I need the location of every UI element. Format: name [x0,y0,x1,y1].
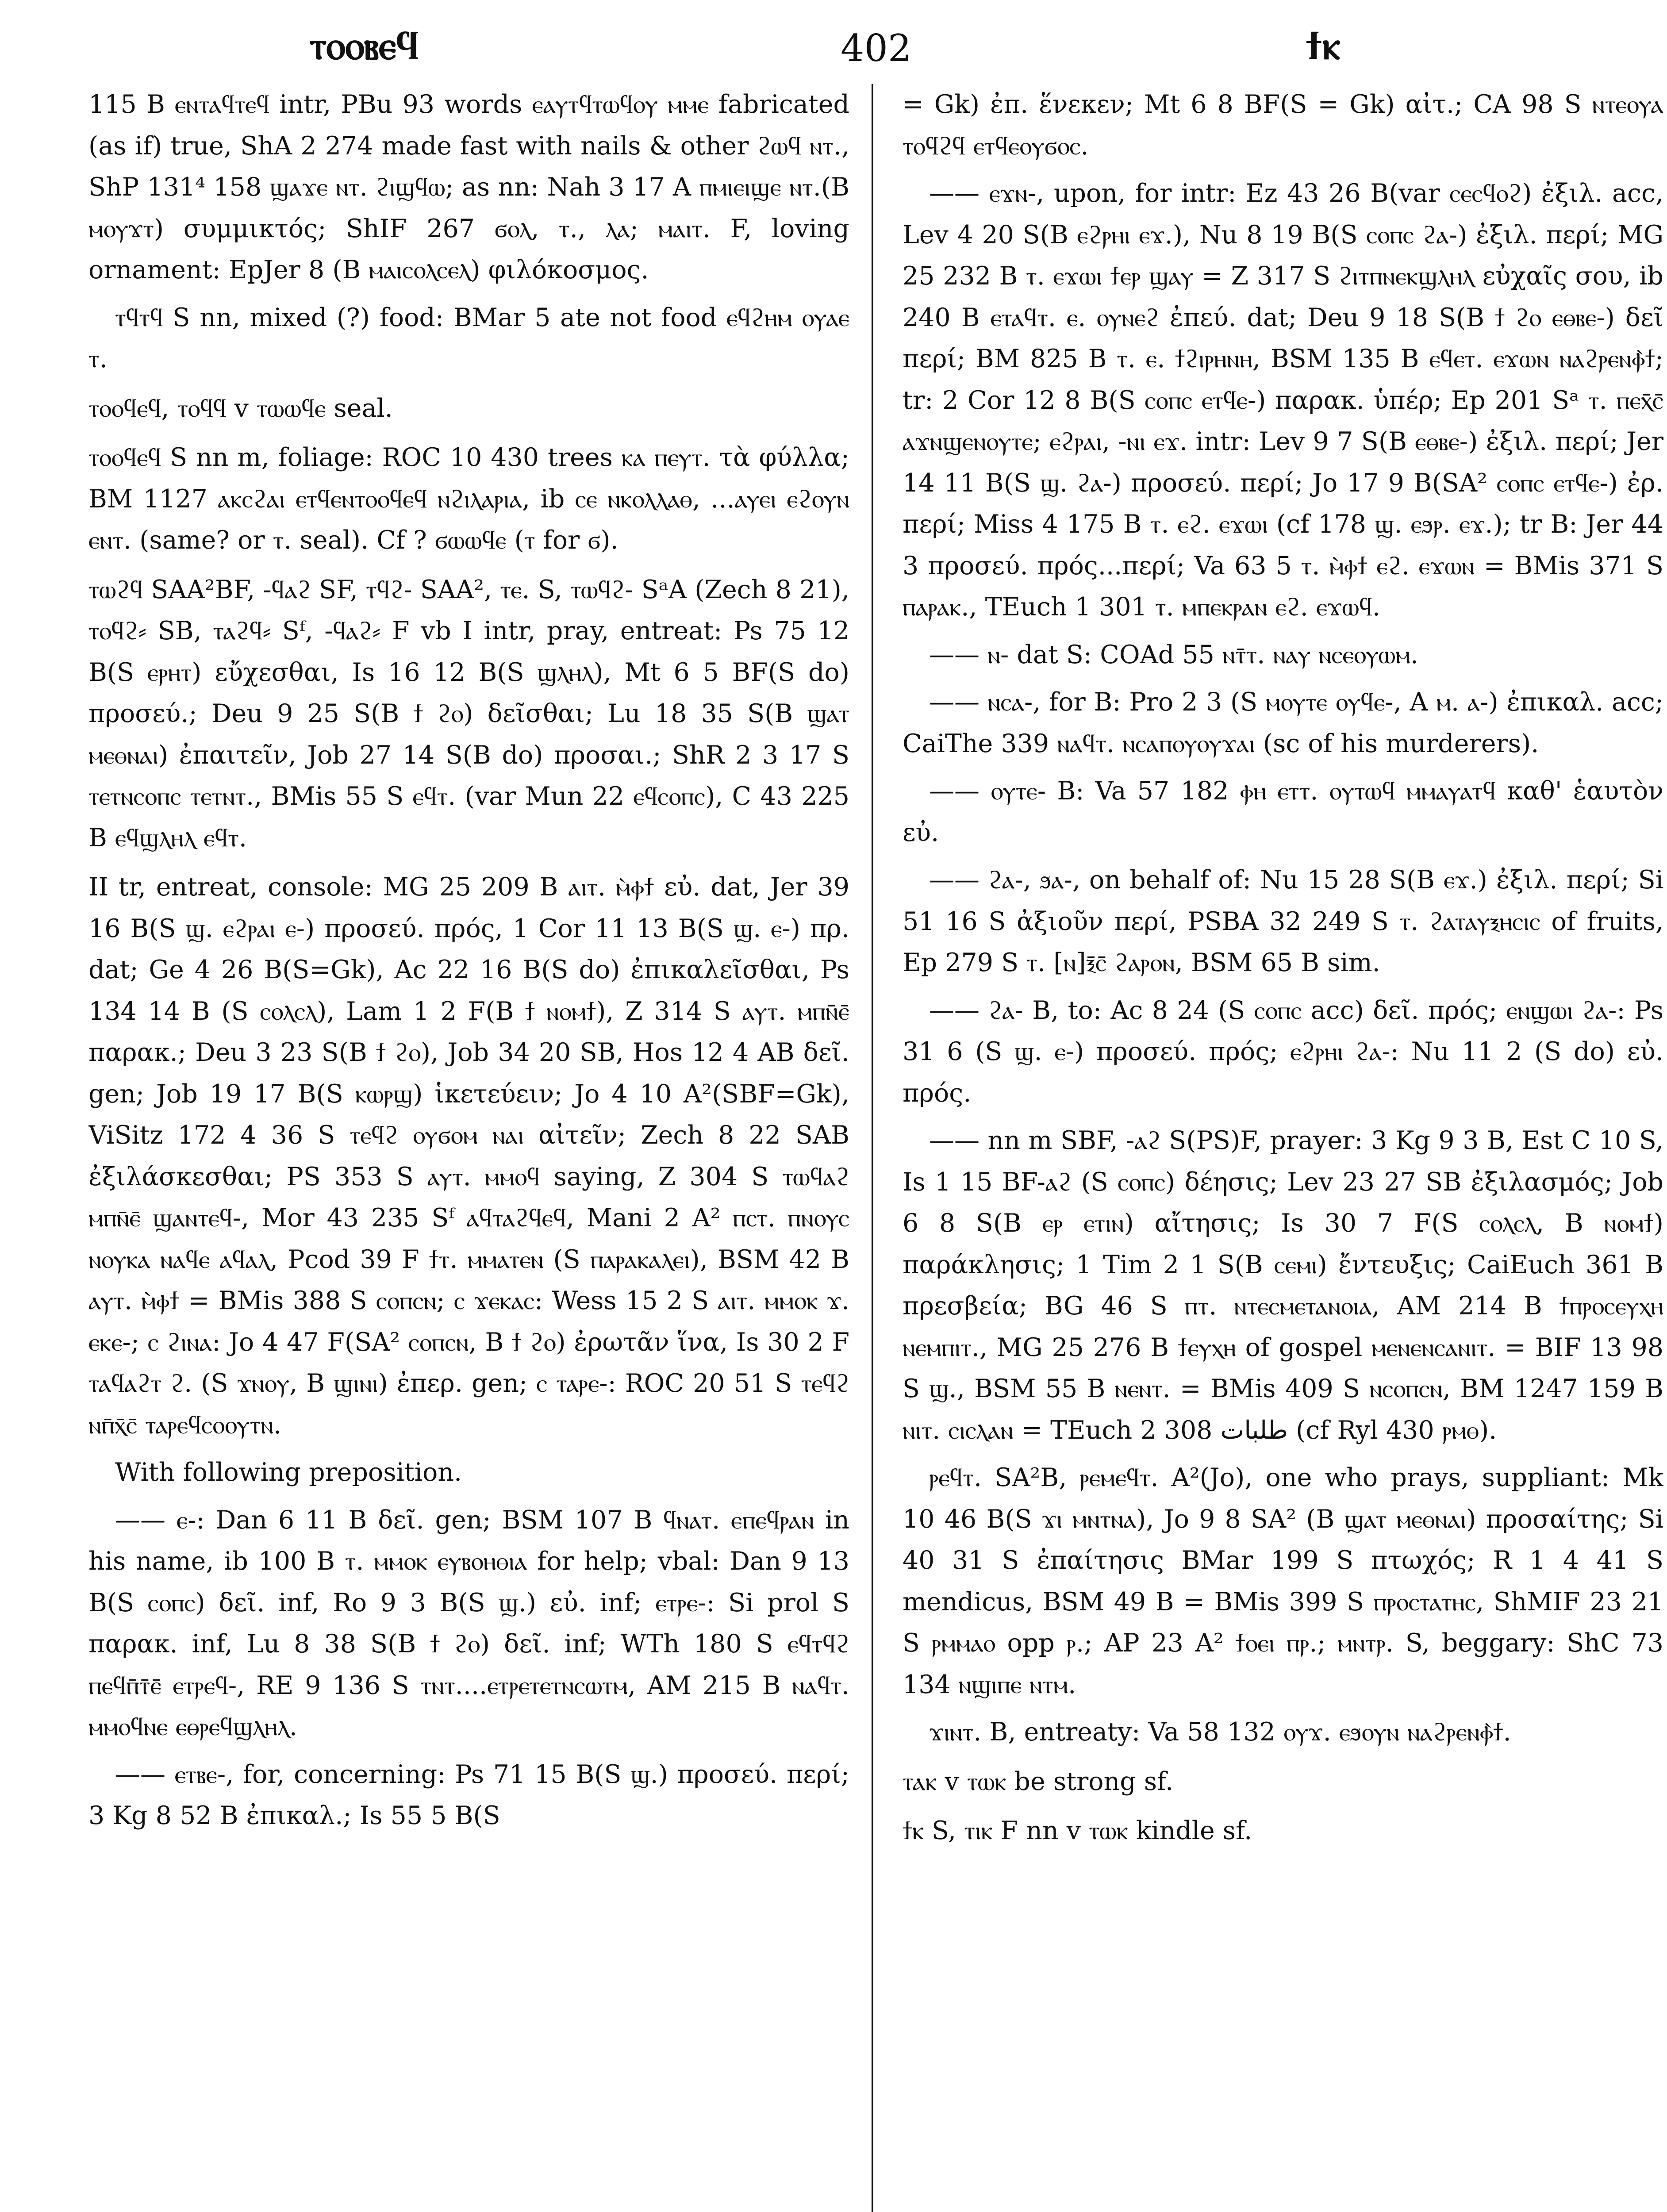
running-head [88,18,1579,80]
dictionary-paragraph: II tr, entreat, console: MG 25 209 B ⲁⲓⲧ. ⲙ̀ⲫϯ εὐ. dat, Jer 39 16 B(S ϣ. ⲉϩⲣⲁⲓ ⲉ-) προσεύ. πρός, 1 Cor 11 13 B(S ϣ. ⲉ-) πρ. dat; Ge 4 26 B(S=Gk), Ac 22 16 B(S do) ἐπικαλεῖσθαι, Ps 134 14 B (S ⲥⲟⲗⲥⲗ), Lam 1 2 F(B ϯ ⲛⲟⲙϯ), Z 314 S ⲁⲩⲧ. ⲙⲡⲛ̄ⲉ̄ παρακ.; Deu 3 23 S(B ϯ ϩⲟ), Job 34 20 SB, Hos 12 4 AB δεῖ. gen; Job 19 17 B(S ⲕⲱⲣϣ) ἱκετεύειν; Jo 4 10 A²(SBF=Gk), ViSitz 172 4 36 S ⲧⲉϥϩ ⲟⲩϭⲟⲙ ⲛⲁⲓ αἰτεῖν; Zech 8 22 SAB ἐξιλάσκεσθαι; PS 353 S ⲁⲩⲧ. ⲙⲙⲟϥ saying, Z 304 S ⲧⲱϥⲁϩ ⲙⲡⲛ̄ⲉ̄ ϣⲁⲛⲧⲉϥ-, Mor 43 235 Sᶠ ⲁϥⲧⲁϩϥⲉϥ, Mani 2 A² ⲡⲥⲧ. ⲡⲛⲟⲩⲥ ⲛⲟⲩⲕⲁ ⲛⲁϥⲉ ⲁϥⲁⲗ, Pcod 39 F ϯⲧ. ⲙⲙⲁⲧⲉⲛ (S ⲡⲁⲣⲁⲕⲁⲗⲉⲓ), BSM 42 B ⲁⲩⲧ. ⲙ̀ⲫϯ = BMis 388 S ⲥⲟⲡⲥⲛ; ⲥ ϫⲉⲕⲁⲥ: Wess 15 2 S ⲁⲓⲧ. ⲙⲙⲟⲕ ϫ. ⲉⲕⲉ-; ⲥ ϩⲓⲛⲁ: Jo 4 47 F(SA² ⲥⲟⲡⲥⲛ, B ϯ ϩⲟ) ἐρωτᾶν ἵνα, Is 30 2 F ⲧⲁϥⲁϩⲧ ϩ. (S ϫⲛⲟⲩ, B ϣⲓⲛⲓ) ἐπερ. gen; ⲥ ⲧⲁⲣⲉ-: ROC 20 51 S ⲧⲉϥϩ ⲛⲡ̄ⲭ̄ⲥ̄ ⲧⲁⲣⲉϥⲥⲟⲟⲩⲧⲛ. [88,872,849,1440]
dictionary-paragraph: —— ⲉϫⲛ-, upon, for intr: Ez 43 26 B(var ⲥⲉⲥϥⲟϩ) ἐξιλ. acc, Lev 4 20 S(B ⲉϩⲣⲏⲓ ⲉϫ.), Nu 8 19 B(S ⲥⲟⲡⲥ ϩⲁ-) ἐξιλ. περί; MG 25 232 B ⲧ. ⲉϫⲱⲓ ϯⲉⲣ ϣⲁⲩ = Z 317 S ϩⲓⲧⲡⲛⲉⲕϣⲗⲏⲗ εὐχαῖς σου, ib 240 B ⲉⲧⲁϥⲧ. ⲉ. ⲟⲩⲛⲉϩ ἐπεύ. dat; Deu 9 18 S(B ϯ ϩⲟ ⲉⲑⲃⲉ-) δεῖ περί; BM 825 B ⲧ. ⲉ. ϯϩⲓⲣⲏⲛⲏ, BSM 135 B ⲉϥⲉⲧ. ⲉϫⲱⲛ ⲛⲁϩⲣⲉⲛⲫ̀ϯ; tr: 2 Cor 12 8 B(S ⲥⲟⲡⲥ ⲉⲧϥⲉ-) παρακ. ὑπέρ; Ep 201 Sᵃ ⲧ. ⲡⲉⲭ̄ⲥ̄ ⲁϫⲛϣⲉⲛⲟⲩⲧⲉ; ⲉϩⲣⲁⲓ, -ⲛⲓ ⲉϫ. intr: Lev 9 7 S(B ⲉⲑⲃⲉ-) ἐξιλ. περί; Jer 14 11 B(S ϣ. ϩⲁ-) προσεύ. περί; Jo 17 9 B(SA² ⲥⲟⲡⲥ ⲉⲧϥⲉ-) ἐρ. περί; Miss 4 175 B ⲧ. ⲉϩ. ⲉϫⲱⲓ (cf 178 ϣ. ⲉϧⲣ. ⲉϫ.); tr B: Jer 44 3 προσεύ. πρός...περί; Va 63 5 ⲧ. ⲙ̀ⲫϯ ⲉϩ. ⲉϫⲱⲛ = BMis 371 S ⲡⲁⲣⲁⲕ., TEuch 1 301 ⲧ. ⲙⲡⲉⲕⲣⲁⲛ ⲉϩ. ⲉϫⲱϥ. [903,179,1663,622]
dictionary-paragraph: —— ⲟⲩⲧⲉ- B: Va 57 182 ⲫⲏ ⲉⲧⲧ. ⲟⲩⲧⲱϥ ⲙⲙⲁⲩⲁⲧϥ καθ' ἑαυτὸν εὐ. [903,776,1663,847]
dictionary-paragraph: —— ϩⲁ- B, to: Ac 8 24 (S ⲥⲟⲡⲥ acc) δεῖ. πρός; ⲉⲛϣⲱⲓ ϩⲁ-: Ps 31 6 (S ϣ. ⲉ-) προσεύ. πρός; ⲉϩⲣⲏⲓ ϩⲁ-: Nu 11 2 (S do) εὐ. πρός. [903,995,1663,1108]
dictionary-paragraph: —— nn m SBF, -ⲁϩ S(PS)F, prayer: 3 Kg 9 3 B, Est C 10 S, Is 1 15 BF-ⲁϩ (S ⲥⲟⲡⲥ) δέησις; Lev 23 27 SB ἐξιλασμός; Job 6 8 S(B ⲉⲣ ⲉⲧⲓⲛ) αἴτησις; Is 30 7 F(S ⲥⲟⲗⲥⲗ, B ⲛⲟⲙϯ) παράκλησις; 1 Tim 2 1 S(B ⲥⲉⲙⲓ) ἔντευξις; CaiEuch 361 B πρεσβεία; BG 46 S ⲡⲧ. ⲛⲧⲉⲥⲙⲉⲧⲁⲛⲟⲓⲁ, AM 214 B ϯⲡⲣⲟⲥⲉⲩⲭⲏ ⲛⲉⲙⲡⲓⲧ., MG 25 276 B ϯⲉⲩⲭⲏ of gospel ⲙⲉⲛⲉⲛⲥⲁⲛⲓⲧ. = BIF 13 98 S ϣ., BSM 55 B ⲛⲉⲛⲧ. = BMis 409 S ⲛⲥⲟⲡⲥⲛ, BM 1247 159 B ⲛⲓⲧ. ⲥⲓⲥⲗⲁⲛ = TEuch 2 308 ﻃﻠﺒﺎﺕ (cf Ryl 430 ⲣⲙⲑ). [903,1126,1663,1445]
dictionary-paragraph: —— ⲉ-: Dan 6 11 B δεῖ. gen; BSM 107 B ϥⲛⲁⲧ. ⲉⲡⲉϥⲣⲁⲛ in his name, ib 100 B ⲧ. ⲙⲙⲟⲕ ⲉⲩⲃⲟⲏⲑⲓⲁ for help; vbal: Dan 9 13 B(S ⲥⲟⲡⲥ) δεῖ. inf, Ro 9 3 B(S ϣ.) εὐ. inf; ⲉⲧⲣⲉ-: Si prol S παρακ. inf, Lu 8 38 S(B ϯ ϩⲟ) δεῖ. inf; WTh 180 S ⲉϥⲧϥϩ ⲡⲉϥⲡ̄ⲧ̄ⲉ̄ ⲉⲧⲣⲉϥ-, RE 9 136 S ⲧⲛⲧ....ⲉⲧⲣⲉⲧⲉⲧⲛⲥⲱⲧⲙ, AM 215 B ⲛⲁϥⲧ. ⲙⲙⲟϥⲛⲉ ⲉⲑⲣⲉϥϣⲗⲏⲗ. [88,1505,849,1741]
dictionary-paragraph: ⲧⲱϩϥ SAA²BF, -ϥⲁϩ SF, ⲧϥϩ- SAA², ⲧⲉ. S, ⲧⲱϥϩ- SᵃA (Zech 8 21), ⲧⲟϥϩ⸗ SB, ⲧⲁϩϥ⸗ Sᶠ, -ϥⲁϩ⸗ F vb I intr, pray, entreat: Ps 75 12 B(S ⲉⲣⲏⲧ) εὔχεσθαι, Is 16 12 B(S ϣⲗⲏⲗ), Mt 6 5 BF(S do) προσεύ.; Deu 9 25 S(B ϯ ϩⲟ) δεῖσθαι; Lu 18 35 S(B ϣⲁⲧ ⲙⲉⲑⲛⲁⲓ) ἐπαιτεῖν, Job 27 14 S(B do) προσαι.; ShR 2 3 17 S ⲧⲉⲧⲛⲥⲟⲡⲥ ⲧⲉⲧⲛⲧ., BMis 55 S ⲉϥⲧ. (var Mun 22 ⲉϥⲥⲟⲡⲥ), C 43 225 B ⲉϥϣⲗⲏⲗ ⲉϥⲧ. [88,575,849,853]
column-rule [872,84,873,2212]
dictionary-paragraph: = Gk) ἐπ. ἕνεκεν; Mt 6 8 BF(S = Gk) αἰτ.; CA 98 S ⲛⲧⲉⲟⲩⲁ ⲧⲟϥϩϥ ⲉⲧϥⲉⲟⲩϭⲟⲥ. [903,90,1663,161]
dictionary-paragraph: 115 B ⲉⲛⲧⲁϥⲧⲉϥ intr, PBu 93 words ⲉⲁⲩⲧϥⲧⲱϥⲟⲩ ⲙⲙⲉ fabricated (as if) true, ShA 2 274 made fast with nails & other ϩⲱϥ ⲛⲧ., ShP 131⁴ 158 ϣⲁϫⲉ ⲛⲧ. ϩⲓϣϥⲱ; as nn: Nah 3 17 A ⲡⲙⲓⲉⲓϣⲉ ⲛⲧ.(B ⲙⲟⲩϫⲧ) συμμικτός; ShIF 267 ϭⲟⲗ, ⲧ., ⲗⲁ; ⲙⲁⲓⲧ. F, loving ornament: EpJer 8 (B ⲙⲁⲓⲥⲟⲗⲥⲉⲗ) φιλόκοσμος. [88,90,849,284]
dictionary-paragraph: ϫⲓⲛⲧ. B, entreaty: Va 58 132 ⲟⲩϫ. ⲉϧⲟⲩⲛ ⲛⲁϩⲣⲉⲛⲫ̀ϯ. [929,1717,1511,1747]
dictionary-paragraph: —— ⲉⲧⲃⲉ-, for, concerning: Ps 71 15 B(S ϣ.) προσεύ. περί; 3 Kg 8 52 B ἐπικαλ.; Is 55 5 B(S [88,1759,849,1830]
left-headword: ⲧⲟⲟⲃⲉϥ [310,22,419,68]
dictionary-paragraph: ⲧⲟⲟϥⲉϥ, ⲧⲟϥϥ v ⲧⲱⲱϥⲉ seal. [88,393,393,423]
right-column [903,84,1663,2212]
dictionary-paragraph: ⲧⲟⲟϥⲉϥ S nn m, foliage: ROC 10 430 trees ⲕⲁ ⲡⲉⲩⲧ. τὰ φύλλα; BM 1127 ⲁⲕⲥϩⲁⲓ ⲉⲧϥⲉⲛⲧⲟⲟϥⲉϥ ⲛϩⲓⲗⲁⲣⲓⲁ, ib ⲥⲉ ⲛⲕⲟⲗⲗⲁⲑ, ...ⲁⲩⲉⲓ ⲉϩⲟⲩⲛ ⲉⲛⲧ. (same? or ⲧ. seal). Cf ? ϭⲱⲱϥⲉ (ⲧ for ϭ). [88,443,849,555]
dictionary-paragraph: —— ⲛⲥⲁ-, for B: Pro 2 3 (S ⲙⲟⲩⲧⲉ ⲟⲩϥⲉ-, A ⲙ. ⲁ-) ἐπικαλ. acc; CaiThe 339 ⲛⲁϥⲧ. ⲛⲥⲁⲡⲟⲩⲟⲩϫⲁⲓ (sc of his murderers). [903,687,1663,758]
dictionary-paragraph: ⲧϥⲧϥ S nn, mixed (?) food: BMar 5 ate not food ⲉϥϩⲏⲙ ⲟⲩⲁⲉ ⲧ. [88,303,849,373]
dictionary-paragraph: —— ⲛ- dat S: COAd 55 ⲛⲧ̄ⲧ. ⲛⲁⲩ ⲛⲥⲉⲟⲩⲱⲙ. [929,640,1418,669]
right-headword: ϯⲕ [1305,22,1341,68]
dictionary-paragraph: —— ϩⲁ-, ϧⲁ-, on behalf of: Nu 15 28 S(B ⲉϫ.) ἐξιλ. περί; Si 51 16 S ἀξιοῦν περί, PSBA 32 249 S ⲧ. ϩⲁⲧⲁⲩⲝⲏⲥⲓⲥ of fruits, Ep 279 S ⲧ. [ⲛ]ⲝ̄ⲥ̄ ϩⲁⲣⲟⲛ, BSM 65 B sim. [903,865,1663,977]
dictionary-paragraph: With following preposition. [115,1458,462,1487]
dictionary-paragraph: ⲧⲁⲕ v ⲧⲱⲕ be strong sf. [903,1767,1174,1796]
left-column [88,84,849,2212]
dictionary-paragraph: ⲣⲉϥⲧ. SA²B, ⲣⲉⲙⲉϥⲧ. A²(Jo), one who prays, suppliant: Mk 10 46 B(S ϫⲓ ⲙⲛⲧⲛⲁ), Jo 9 8 SA² (B ϣⲁⲧ ⲙⲉⲑⲛⲁⲓ) προσαίτης; Si 40 31 S ἐπαίτησις BMar 199 S πτωχός; R 1 4 41 S mendicus, BSM 49 B = BMis 399 S ⲡⲣⲟⲥⲧⲁⲧⲏⲥ, ShMIF 23 21 S ⲣⲙⲙⲁⲟ opp ⲣ.; AP 23 A² ϯⲟⲉⲓ ⲡⲣ.; ⲙⲛⲧⲣ. S, beggary: ShC 73 134 ⲛϣⲓⲡⲉ ⲛⲧⲙ. [903,1463,1663,1699]
dictionary-paragraph: ϯⲕ S, ⲧⲓⲕ F nn v ⲧⲱⲕ kindle sf. [903,1816,1252,1845]
page-number: 402 [841,27,912,70]
